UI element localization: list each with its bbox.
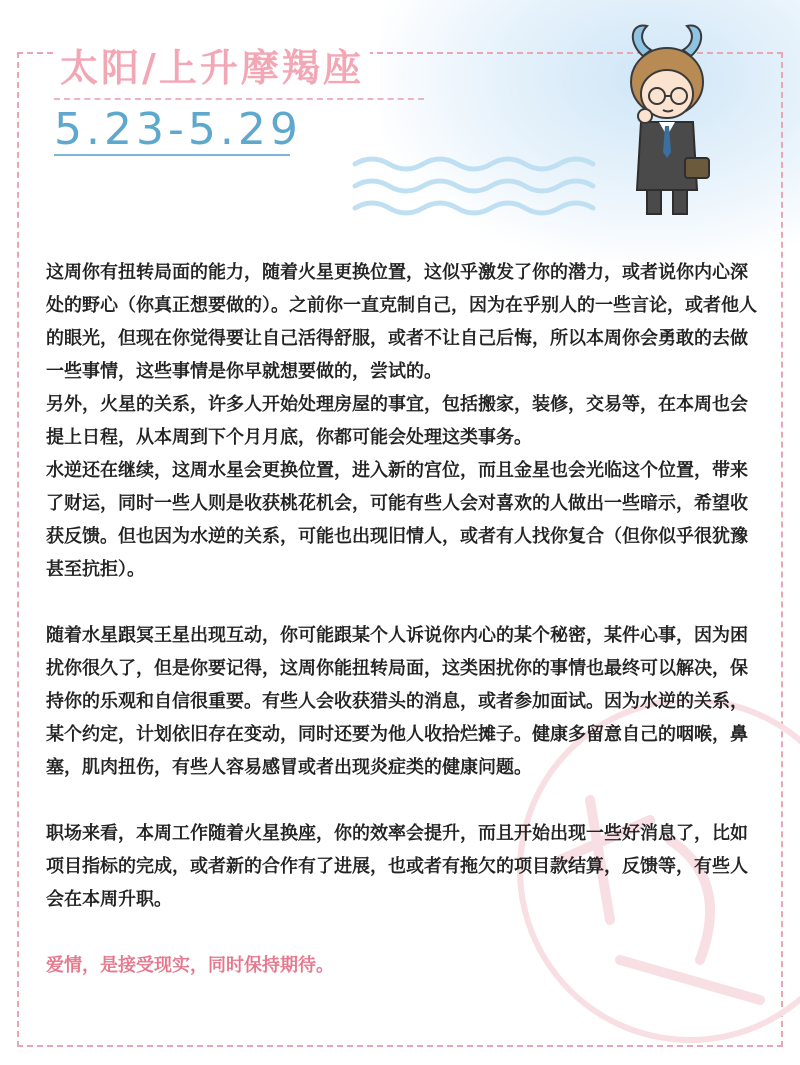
paragraph-mercury-pluto: 随着水星跟冥王星出现互动，你可能跟某个人诉说你内心的某个秘密，某件心事，因为困扰你很久了，但是你要记得，这周你能扭转局面，这类困扰你的事情也最终可以解决，保持你的乐观和自信很重要。有些人会收获猎头的消息，或者参加面试。因为水逆的关系，某个约定，计划依旧存在变动，同时还要为他人收拾烂摊子。健康多留意自己的咽喉，鼻塞，肌肉扭伤，有些人容易感冒或者出现炎症类的健康问题。 [46, 625, 748, 778]
paragraph-spacer [46, 586, 762, 619]
title-underline [54, 98, 424, 100]
wave-lines-icon [350, 150, 620, 220]
love-summary: 爱情，是接受现实，同时保持期待。 [46, 955, 334, 976]
paragraph-turnaround: 这周你有扭转局面的能力，随着火星更换位置，这似乎激发了你的潜力，或者说你内心深处的野心（你真正想要做的）。之前你一直克制自己，因为在乎别人的一些言论，或者他人的眼光，但现在你觉得要让自己活得舒服，或者不让自己后悔，所以本周你会勇敢的去做一些事情，这些事情是你早就想要做的，尝试的。 [46, 262, 757, 382]
page-title: 太阳/上升摩羯座 [54, 40, 370, 96]
date-range: 5.23-5.29 [54, 104, 302, 155]
paragraph-spacer [46, 784, 762, 817]
paragraph-spacer [46, 916, 762, 949]
date-underline [54, 154, 290, 156]
paragraph-mercury-retrograde: 水逆还在继续，这周水星会更换位置，进入新的宫位，而且金星也会光临这个位置，带来了财运，同时一些人则是收获桃花机会，可能有些人会对喜欢的人做出一些暗示，希望收获反馈。但也因为水逆的关系，可能也出现旧情人，或者有人找你复合（但你似乎很犹豫甚至抗拒）。 [46, 460, 748, 580]
paragraph-career: 职场来看，本周工作随着火星换座，你的效率会提升，而且开始出现一些好消息了，比如项目指标的完成，或者新的合作有了进展，也或者有拖欠的项目款结算，反馈等，有些人会在本周升职。 [46, 823, 748, 910]
article-body [46, 256, 762, 982]
capricorn-mascot-icon [605, 12, 735, 222]
paragraph-house-matters: 另外，火星的关系，许多人开始处理房屋的事宜，包括搬家，装修，交易等，在本周也会提上日程，从本周到下个月月底，你都可能会处理这类事务。 [46, 394, 748, 448]
